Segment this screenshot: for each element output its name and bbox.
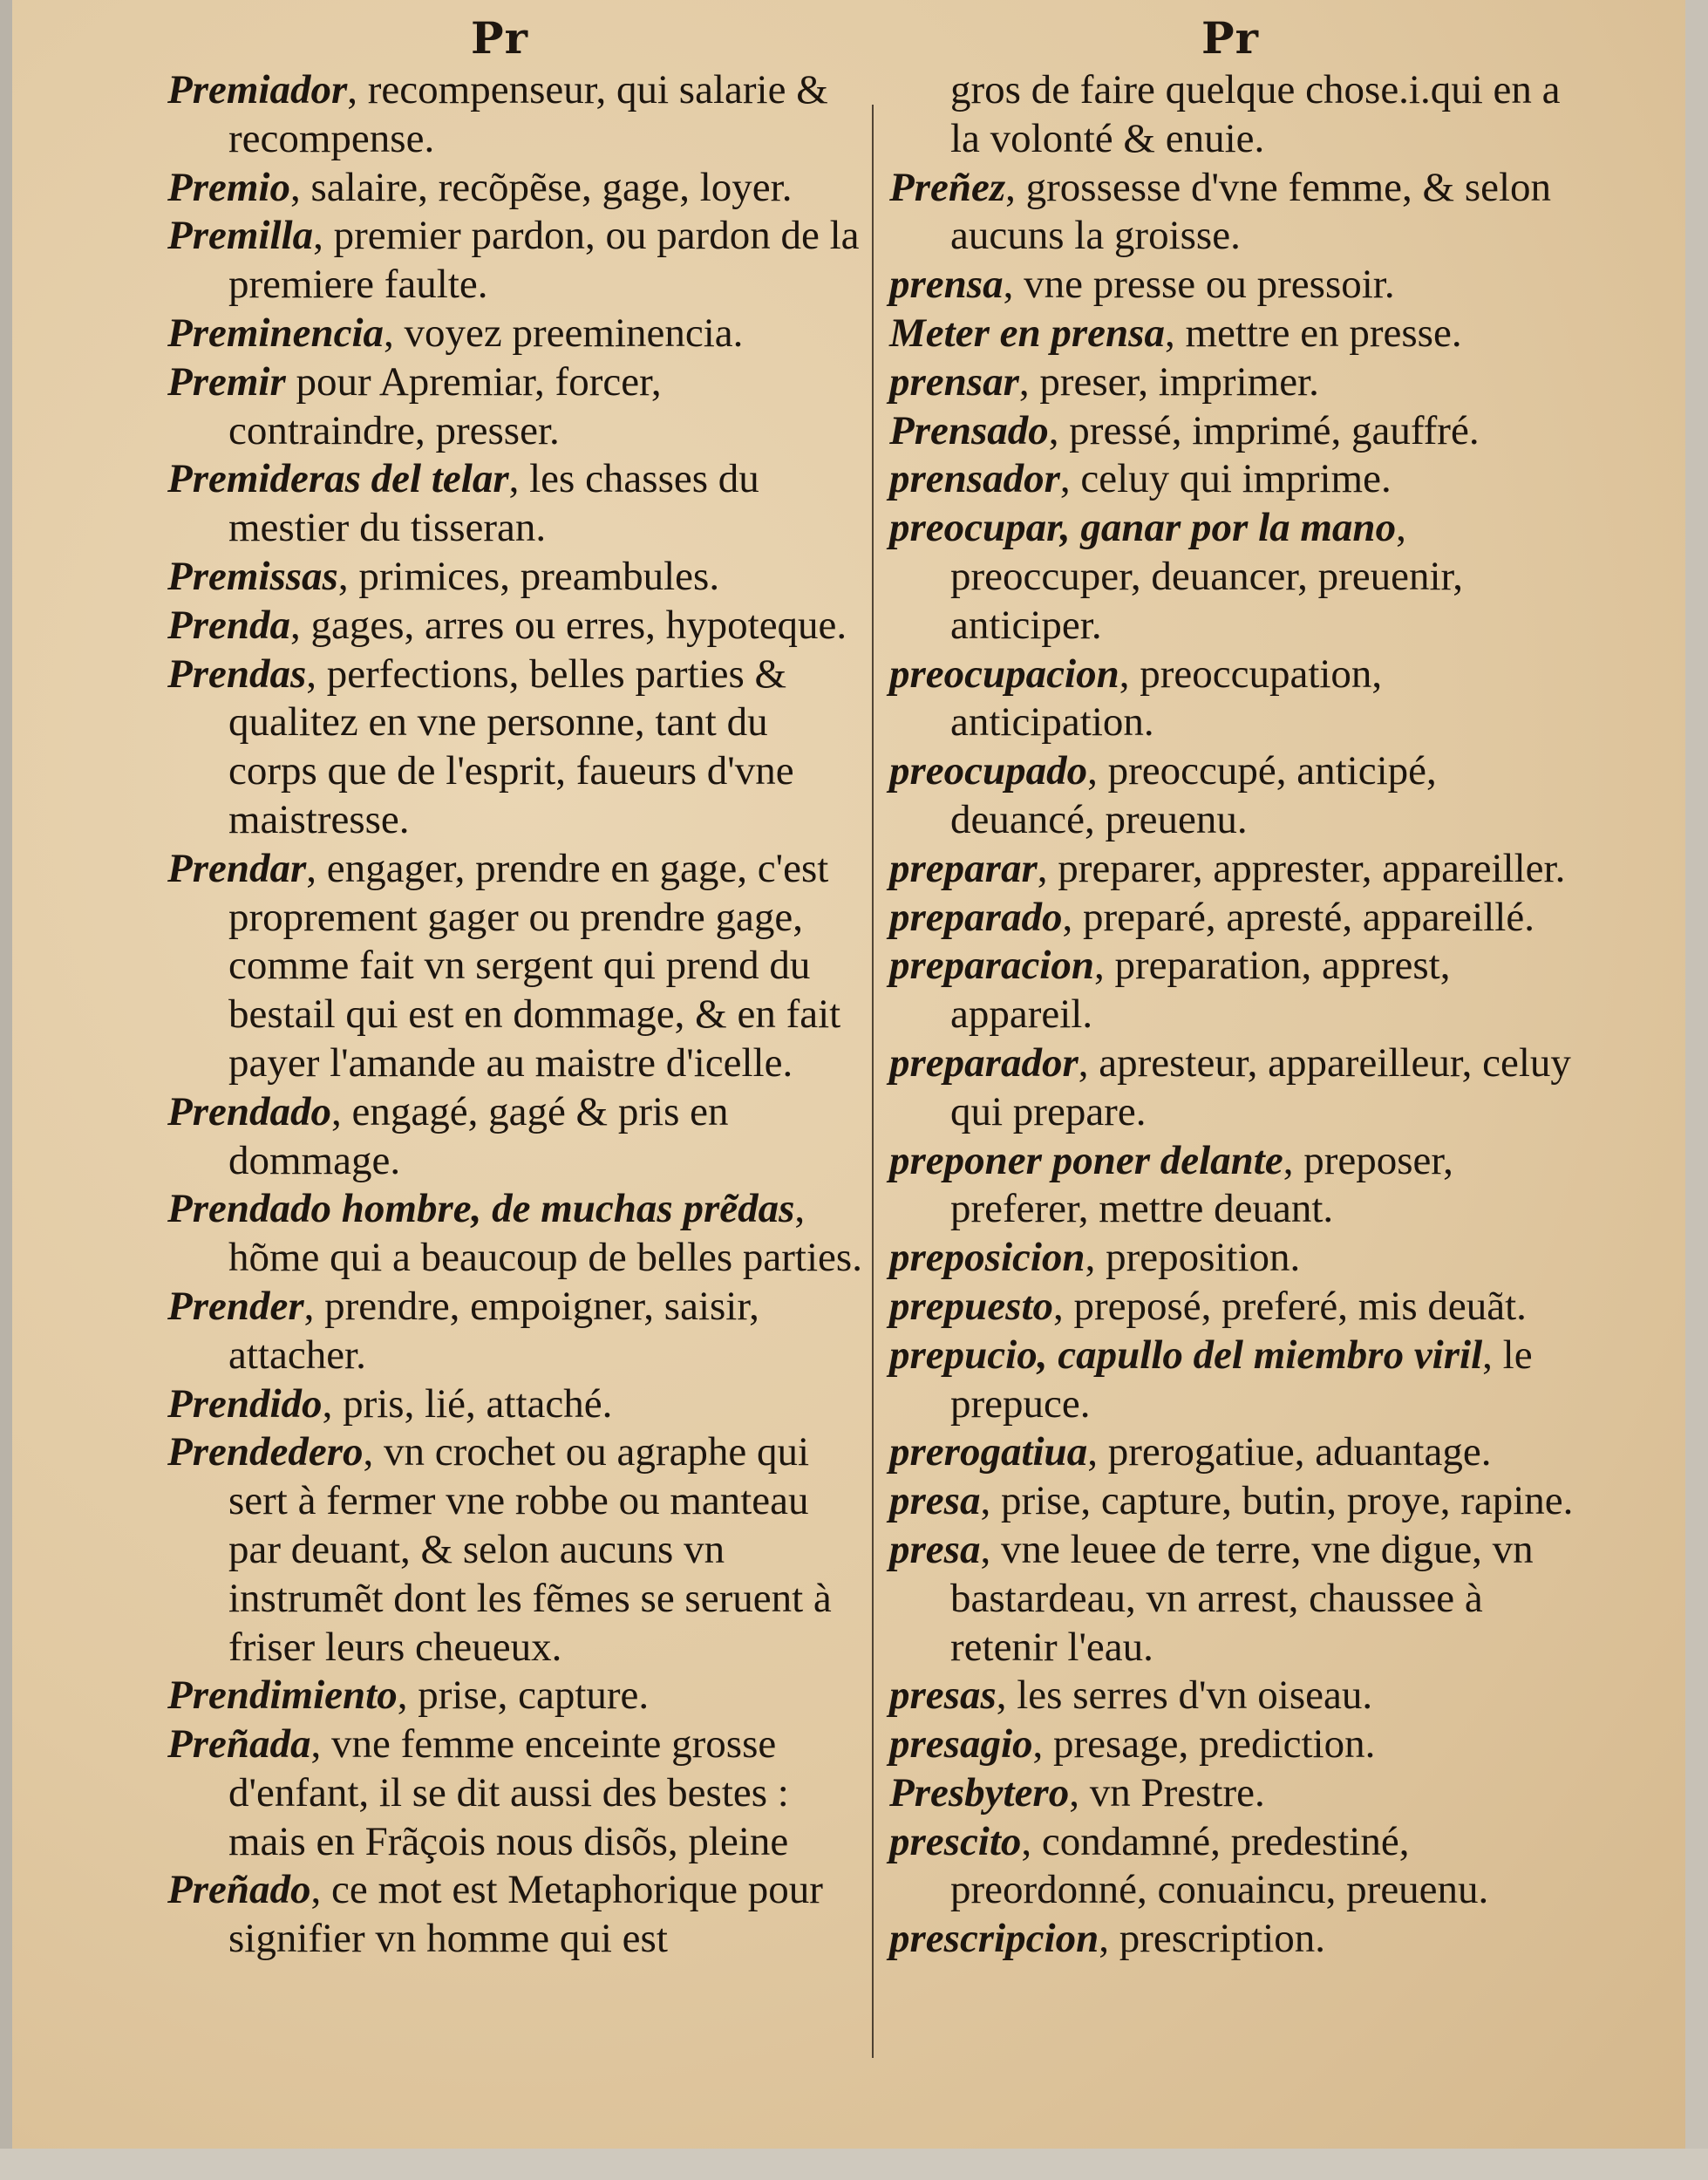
definition: , preoccuper, deuancer, preuenir, anticiper. bbox=[950, 505, 1464, 648]
dictionary-entry bbox=[889, 1915, 1578, 1964]
definition: , preparer, apprester, appareiller. bbox=[1037, 845, 1566, 891]
definition: pour Apremiar, forcer, contraindre, presser. bbox=[228, 358, 662, 453]
headword: Prendido bbox=[167, 1380, 323, 1427]
definition: , recompenseur, qui salarie & recompense. bbox=[228, 67, 828, 161]
headword: preposicion bbox=[889, 1235, 1085, 1281]
dictionary-entry bbox=[889, 1332, 1578, 1429]
definition: , preposition. bbox=[1085, 1235, 1301, 1281]
headword: presa bbox=[889, 1526, 981, 1572]
dictionary-entry bbox=[889, 261, 1578, 310]
definition: , vn crochet ou agraphe qui sert à fermer vne robbe ou manteau par deuant, & selon aucuns vn instrumẽt dont les fẽmes se seruent à friser leurs cheueux. bbox=[228, 1429, 832, 1670]
definition: , vne presse ou pressoir. bbox=[1003, 262, 1395, 308]
page-edge-bottom bbox=[0, 2149, 1708, 2180]
dictionary-entry bbox=[889, 455, 1578, 504]
dictionary-entry bbox=[167, 1866, 865, 1964]
dictionary-entry bbox=[167, 212, 865, 310]
definition: , engager, prendre en gage, c'est proprement gager ou prendre gage, comme fait vn sergent qui prend du bestail qui est en dommage, & en fait payer l'amande au maistre d'icelle. bbox=[228, 845, 841, 1086]
headword: Premiador bbox=[167, 67, 348, 112]
headword: preparador bbox=[889, 1039, 1079, 1086]
dictionary-entry bbox=[167, 845, 865, 1088]
headword: Premissas bbox=[167, 553, 338, 599]
dictionary-entry bbox=[167, 164, 865, 213]
definition: , apresteur, appareilleur, celuy qui prepare. bbox=[950, 1039, 1571, 1134]
definition: , le prepuce. bbox=[950, 1332, 1533, 1427]
definition: , preposé, preferé, mis deuãt. bbox=[1053, 1283, 1527, 1329]
dictionary-entry bbox=[889, 1477, 1578, 1526]
dictionary-entry bbox=[167, 1088, 865, 1186]
dictionary-entry bbox=[167, 602, 865, 651]
headword: preparar bbox=[889, 845, 1038, 891]
headword: Prender bbox=[167, 1283, 304, 1329]
definition: , primices, preambules. bbox=[337, 553, 720, 599]
definition: , prerogatiue, aduantage. bbox=[1087, 1429, 1492, 1475]
headword: preocupado bbox=[889, 748, 1088, 794]
headword: Prendado hombre, de muchas prẽdas bbox=[167, 1186, 795, 1232]
dictionary-entry bbox=[889, 504, 1578, 650]
dictionary-entry bbox=[167, 66, 865, 164]
headword: Prenda bbox=[167, 602, 290, 648]
headword: Premir bbox=[167, 358, 286, 405]
dictionary-entry bbox=[889, 894, 1578, 943]
dictionary-entry bbox=[167, 455, 865, 553]
definition: , prendre, empoigner, saisir, attacher. bbox=[228, 1283, 759, 1378]
dictionary-entry bbox=[167, 1380, 865, 1429]
headword: Prendedero bbox=[167, 1429, 364, 1475]
headword: Preñez bbox=[889, 164, 1006, 210]
definition: , grossesse d'vne femme, & selon aucuns la groisse. bbox=[950, 164, 1552, 259]
right-column bbox=[889, 66, 1578, 1964]
headword: prensa bbox=[889, 262, 1004, 308]
headword: Prensado bbox=[889, 407, 1049, 453]
headword: Premilla bbox=[167, 213, 314, 259]
headword: preparado bbox=[889, 894, 1063, 940]
dictionary-entry bbox=[889, 1039, 1578, 1137]
headword: Meter en prensa bbox=[889, 310, 1165, 356]
dictionary-entry bbox=[167, 553, 865, 602]
definition: , premier pardon, ou pardon de la premiere faulte. bbox=[228, 213, 860, 308]
dictionary-entry bbox=[167, 358, 865, 456]
dictionary-entry bbox=[889, 407, 1578, 456]
dictionary-entry bbox=[889, 1720, 1578, 1769]
dictionary-entry bbox=[889, 1234, 1578, 1283]
dictionary-entry bbox=[889, 845, 1578, 894]
headword: Prendas bbox=[167, 651, 307, 697]
entry-continuation: gros de faire quelque chose.i.qui en a la volonté & enuie. bbox=[950, 67, 1561, 161]
dictionary-entry bbox=[167, 1672, 865, 1720]
page-edge-right bbox=[1685, 0, 1708, 2180]
headword: Prendado bbox=[167, 1088, 331, 1134]
dictionary-entry bbox=[889, 1283, 1578, 1332]
dictionary-entry bbox=[889, 1137, 1578, 1235]
running-head-right: Pr bbox=[1201, 12, 1259, 64]
page-edge-left bbox=[0, 0, 12, 2180]
running-head-left: Pr bbox=[471, 12, 528, 64]
definition: , prise, capture, butin, proye, rapine. bbox=[980, 1478, 1574, 1524]
headword: Preñada bbox=[167, 1721, 311, 1768]
headword: Prendimiento bbox=[167, 1672, 398, 1719]
definition: , pressé, imprimé, gauffré. bbox=[1048, 407, 1480, 453]
definition: , ce mot est Metaphorique pour signifier vn homme qui est bbox=[228, 1867, 823, 1962]
definition: , salaire, recõpẽse, gage, loyer. bbox=[289, 164, 793, 210]
definition: , les chasses du mestier du tisseran. bbox=[228, 456, 759, 551]
dictionary-entry bbox=[889, 651, 1578, 748]
dictionary-entry bbox=[889, 1526, 1578, 1672]
definition: , preparation, apprest, appareil. bbox=[950, 943, 1451, 1038]
definition: , gages, arres ou erres, hypoteque. bbox=[290, 602, 847, 648]
dictionary-entry bbox=[167, 1283, 865, 1380]
definition: , les serres d'vn oiseau. bbox=[996, 1672, 1373, 1719]
definition: , preposer, preferer, mettre deuant. bbox=[950, 1137, 1453, 1232]
dictionary-entry bbox=[889, 942, 1578, 1039]
definition: , voyez preeminencia. bbox=[384, 310, 744, 356]
headword: Premideras del telar bbox=[167, 456, 509, 502]
dictionary-entry bbox=[167, 651, 865, 845]
definition: , preparé, apresté, appareillé. bbox=[1062, 894, 1534, 940]
headword: presa bbox=[889, 1478, 981, 1524]
headword: prensador bbox=[889, 456, 1060, 502]
definition: , pris, lié, attaché. bbox=[322, 1380, 613, 1427]
headword: prepuesto bbox=[889, 1283, 1053, 1329]
dictionary-entry bbox=[889, 358, 1578, 407]
headword: prerogatiua bbox=[889, 1429, 1088, 1475]
dictionary-entry bbox=[889, 1672, 1578, 1720]
definition: , mettre en presse. bbox=[1164, 310, 1462, 356]
dictionary-entry bbox=[167, 1185, 865, 1283]
headword: preocupacion bbox=[889, 651, 1119, 697]
definition: , prise, capture. bbox=[397, 1672, 650, 1719]
headword: prescripcion bbox=[889, 1916, 1099, 1962]
definition: , celuy qui imprime. bbox=[1059, 456, 1392, 502]
dictionary-entry bbox=[889, 1818, 1578, 1916]
headword: Presbytero bbox=[889, 1769, 1070, 1816]
headword: presagio bbox=[889, 1721, 1033, 1768]
definition: , preser, imprimer. bbox=[1018, 358, 1319, 405]
headword: Prendar bbox=[167, 845, 307, 891]
headword: prescito bbox=[889, 1818, 1022, 1864]
headword: prensar bbox=[889, 358, 1019, 405]
definition: , engagé, gagé & pris en dommage. bbox=[228, 1088, 729, 1183]
dictionary-entry bbox=[889, 310, 1578, 358]
dictionary-entry bbox=[167, 1428, 865, 1672]
definition: , preoccupation, anticipation. bbox=[950, 651, 1383, 746]
headword: preocupar, ganar por la mano bbox=[889, 505, 1397, 551]
headword: preponer poner delante bbox=[889, 1137, 1283, 1183]
dictionary-entry bbox=[889, 1769, 1578, 1818]
headword: Preñado bbox=[167, 1867, 311, 1913]
dictionary-entry bbox=[167, 1720, 865, 1866]
definition: , hõme qui a beaucoup de belles parties. bbox=[228, 1186, 862, 1281]
definition: , vne leuee de terre, vne digue, vn bastardeau, vn arrest, chaussee à retenir l'eau. bbox=[950, 1526, 1534, 1670]
definition: , preoccupé, anticipé, deuancé, preuenu. bbox=[950, 748, 1437, 842]
column-divider bbox=[872, 105, 874, 2058]
left-column bbox=[167, 66, 865, 1964]
headword: Premio bbox=[167, 164, 290, 210]
headword: prepucio, capullo del miembro viril bbox=[889, 1332, 1483, 1378]
definition: , prescription. bbox=[1099, 1916, 1325, 1962]
dictionary-entry bbox=[167, 310, 865, 358]
definition: , condamné, predestiné, preordonné, conuaincu, preuenu. bbox=[950, 1818, 1489, 1913]
definition: , perfections, belles parties & qualitez en vne personne, tant du corps que de l'esprit, faueurs d'vne maistresse. bbox=[228, 651, 794, 842]
definition: , presage, prediction. bbox=[1032, 1721, 1376, 1768]
definition: , vne femme enceinte grosse d'enfant, il se dit aussi des bestes : mais en Frãçois nous disõs, pleine bbox=[228, 1721, 789, 1864]
dictionary-entry bbox=[889, 164, 1578, 262]
dictionary-entry bbox=[889, 1428, 1578, 1477]
definition: , vn Prestre. bbox=[1069, 1769, 1265, 1816]
headword: presas bbox=[889, 1672, 997, 1719]
dictionary-entry bbox=[889, 747, 1578, 845]
headword: Preminencia bbox=[167, 310, 384, 356]
headword: preparacion bbox=[889, 943, 1094, 989]
